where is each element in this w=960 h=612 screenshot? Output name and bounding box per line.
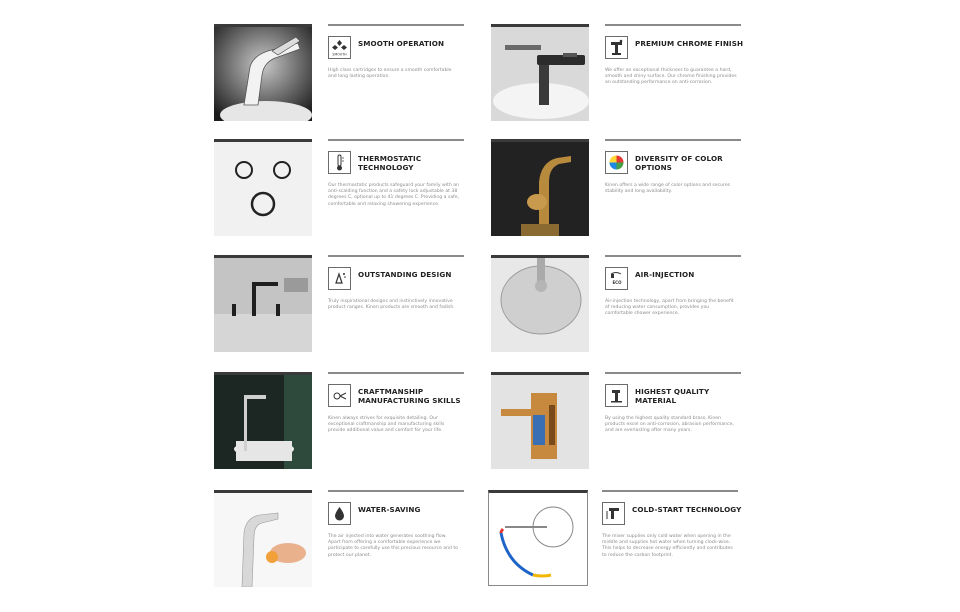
feature-smooth-operation bbox=[214, 24, 464, 136]
divider bbox=[605, 24, 741, 26]
shower-head-photo bbox=[491, 255, 589, 352]
feature-title: THERMOSTATIC TECHNOLOGY bbox=[358, 154, 422, 172]
craftsmanship-icon bbox=[328, 384, 351, 407]
basin-set-photo bbox=[214, 255, 312, 352]
cold-start-diagram bbox=[488, 490, 588, 586]
divider bbox=[328, 490, 464, 492]
divider bbox=[328, 255, 464, 257]
air-injection-icon-label: ECO bbox=[612, 280, 622, 285]
feature-title: DIVERSITY OF COLOR OPTIONS bbox=[635, 154, 723, 172]
feature-description: The air injected into water generates soothing flow. Apart from offering a comfortable experience we participate to carefully use this precious resource and to protect our planet. bbox=[328, 534, 458, 558]
feature-premium-chrome-finish bbox=[491, 24, 744, 136]
thermostat-photo bbox=[214, 139, 312, 236]
feature-description: High class cartridges to ensure a smooth comfortable and long lasting operation. bbox=[328, 68, 452, 80]
smooth-icon bbox=[328, 36, 351, 59]
feature-description: Truly inspirational designs and instinctively innovative product ranges. Kinen products are smooth and fadish. bbox=[328, 299, 455, 311]
divider bbox=[605, 139, 741, 141]
feature-air-injection bbox=[491, 255, 741, 367]
divider bbox=[328, 372, 464, 374]
color-wheel-icon bbox=[605, 151, 628, 174]
divider bbox=[328, 139, 464, 141]
feature-craftmanship-manufacturing-skills bbox=[214, 372, 464, 484]
divider bbox=[605, 372, 741, 374]
feature-description: Air-injection technology, apart from bringing the benefit of reducing water consumption, provides you comfortable shower experience. bbox=[605, 299, 734, 317]
feature-water-saving bbox=[214, 490, 464, 602]
material-icon bbox=[605, 384, 628, 407]
divider bbox=[328, 24, 464, 26]
feature-title: SMOOTH OPERATION bbox=[358, 39, 445, 48]
hand-washing-photo bbox=[214, 490, 312, 587]
design-icon bbox=[328, 267, 351, 290]
feature-title: PREMIUM CHROME FINISH bbox=[635, 39, 744, 48]
faucet-photo bbox=[214, 24, 312, 121]
feature-title: CRAFTMANSHIP MANUFACTURING SKILLS bbox=[358, 387, 461, 405]
feature-title: COLD-START TECHNOLOGY bbox=[632, 505, 742, 514]
thermometer-icon bbox=[328, 151, 351, 174]
feature-description: Kinen always strives for exquisite detailing. Our exceptional craftmanship and manufacturing skills provide additional value and comfort for your life. bbox=[328, 416, 445, 434]
feature-title: AIR-INJECTION bbox=[635, 270, 695, 279]
feature-description: The mixer supplies only cold water when opening in the middle and supplies hot water when turning clock-wise. This helps to decrease energy efficiently and contributes to reduce the carbon footprint. bbox=[602, 534, 733, 558]
feature-description: By using the highest quality standard brass, Kinen products excel on anti-corrosion, abrasion performance, and are everlasting after many years. bbox=[605, 416, 734, 434]
vessel-sink-photo bbox=[214, 372, 312, 469]
chrome-icon bbox=[605, 36, 628, 59]
feature-title: HIGHEST QUALITY MATERIAL bbox=[635, 387, 710, 405]
feature-highest-quality-material bbox=[491, 372, 741, 484]
divider bbox=[602, 490, 738, 492]
feature-outstanding-design bbox=[214, 255, 464, 367]
feature-description: Kinen offers a wide range of color options and secures stability and long availability. bbox=[605, 183, 731, 195]
divider bbox=[605, 255, 741, 257]
feature-cold-start-technology bbox=[488, 490, 742, 602]
smooth-icon-label: SMOOTH bbox=[332, 52, 347, 57]
gold-faucet-photo bbox=[491, 139, 589, 236]
water-saving-icon bbox=[328, 502, 351, 525]
feature-description: We offer an exceptional thickness to guarantee a hard, smooth and shiny surface. Our chrome finishing provides an outstanding performance on anti-corrosion. bbox=[605, 68, 737, 86]
feature-diversity-of-color-options bbox=[491, 139, 741, 251]
air-injection-icon bbox=[605, 267, 628, 290]
cutaway-faucet-photo bbox=[491, 372, 589, 469]
feature-thermostatic-technology bbox=[214, 139, 464, 251]
cold-start-icon bbox=[602, 502, 625, 525]
feature-title: OUTSTANDING DESIGN bbox=[358, 270, 452, 279]
feature-description: Our thermostatic products safeguard your family with an anti-scalding function and a safety lock adjustable at 38 degrees C, optional up to 41 degrees C. Providing a safe, comfortable and relaxing showering experience. bbox=[328, 183, 460, 207]
faucet-photo bbox=[491, 24, 589, 121]
feature-title: WATER-SAVING bbox=[358, 505, 421, 514]
